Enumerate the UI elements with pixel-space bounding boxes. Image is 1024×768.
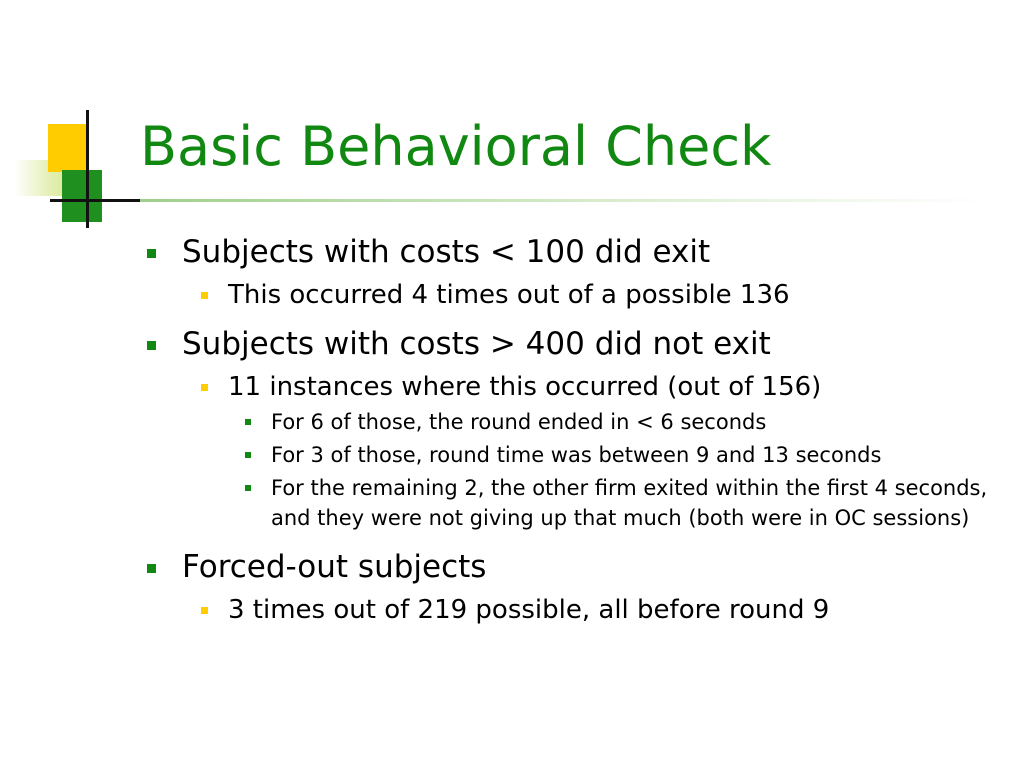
bullet-item [140,547,1000,587]
square-bullet-icon [245,419,251,425]
bullet-item [244,440,891,470]
bullet-text: For 6 of those, the round ended in < 6 seconds [271,410,767,434]
bullet-text: 3 times out of 219 possible, all before round 9 [228,595,830,625]
bullet-text: Subjects with costs > 400 did not exit [182,326,771,362]
square-bullet-icon [147,249,156,258]
bullet-item [140,324,1000,364]
bullet-item [244,407,1000,437]
logo-yellow-square [48,124,88,172]
slide-title: Basic Behavioral Check [140,115,772,178]
bullet-text: For 3 of those, round time was between 9 and 13 seconds [271,443,882,467]
title-underline-fade [140,199,985,202]
bullet-text: Forced-out subjects [182,549,487,585]
bullet-text: For the remaining 2, the other firm exited within the first 4 seconds, and they were not giving up that much (both were in OC sessions) [271,476,988,530]
square-bullet-icon [201,292,208,299]
logo-green-square [62,170,102,222]
square-bullet-icon [201,384,208,391]
bullet-item [200,278,1000,312]
square-bullet-icon [147,564,156,573]
bullet-list [140,232,1000,627]
square-bullet-icon [201,607,208,614]
bullet-text: This occurred 4 times out of a possible 136 [228,280,790,310]
bullet-text: 11 instances where this occurred (out of 156) [228,372,822,402]
bullet-item [140,232,1000,272]
bullet-text: Subjects with costs < 100 did exit [182,234,711,270]
square-bullet-icon [245,452,251,458]
square-bullet-icon [245,485,251,491]
title-underline-dark [50,199,140,202]
square-bullet-icon [147,341,156,350]
bullet-item [200,593,1000,627]
logo-vertical-line [86,110,89,228]
bullet-item [200,370,1000,404]
bullet-item [244,473,1001,533]
